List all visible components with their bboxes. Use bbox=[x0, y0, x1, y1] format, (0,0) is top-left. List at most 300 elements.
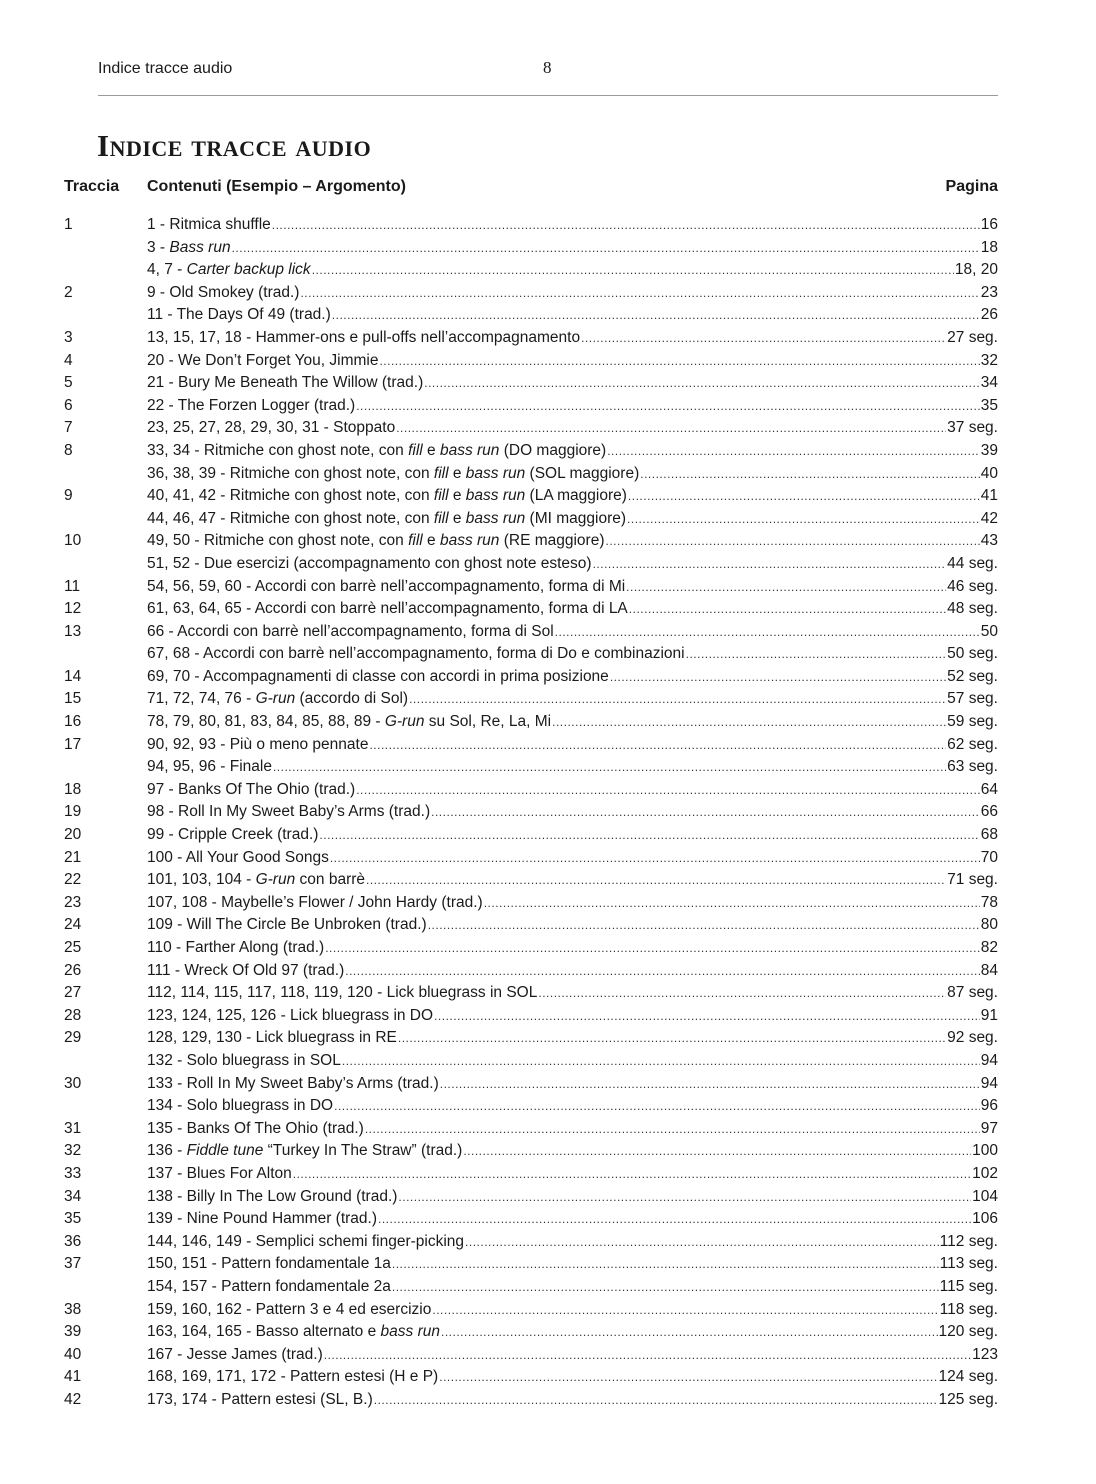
entry-contents: 54, 56, 59, 60 - Accordi con barrè nell’accompagnamento, forma di Mi bbox=[147, 577, 626, 595]
entry-page: 26 bbox=[980, 306, 998, 324]
entry-page: 70 bbox=[980, 848, 998, 866]
track-number: 7 bbox=[64, 419, 73, 437]
entry-contents: 44, 46, 47 - Ritmiche con ghost note, con fill e bass run (MI maggiore) bbox=[147, 509, 627, 527]
track-number: 19 bbox=[64, 803, 82, 821]
entry-page: 106 bbox=[972, 1210, 998, 1228]
entry bbox=[147, 395, 998, 418]
entry-page: 34 bbox=[980, 374, 998, 392]
entry bbox=[147, 1027, 998, 1050]
column-header-contents: Contenuti (Esempio – Argomento) bbox=[147, 178, 406, 195]
dot-leader bbox=[356, 395, 980, 418]
entry-page: 71 seg. bbox=[947, 871, 998, 889]
dot-leader bbox=[409, 688, 946, 711]
entry bbox=[147, 1050, 998, 1073]
entry-page: 104 bbox=[972, 1187, 998, 1205]
entry bbox=[147, 1118, 998, 1141]
entry-page: 66 bbox=[980, 803, 998, 821]
dot-leader bbox=[342, 1050, 980, 1073]
entry bbox=[147, 463, 998, 486]
index-row bbox=[0, 824, 1096, 847]
entry bbox=[147, 1208, 998, 1231]
entry-page: 68 bbox=[980, 826, 998, 844]
entry-page: 37 seg. bbox=[947, 419, 998, 437]
entry bbox=[147, 914, 998, 937]
entry-contents: 33, 34 - Ritmiche con ghost note, con fill e bass run (DO maggiore) bbox=[147, 441, 607, 459]
track-number: 22 bbox=[64, 871, 82, 889]
entry-contents: 98 - Roll In My Sweet Baby’s Arms (trad.) bbox=[147, 803, 431, 821]
entry-contents: 110 - Farther Along (trad.) bbox=[147, 939, 325, 956]
index-row bbox=[0, 734, 1096, 757]
index-row bbox=[0, 1321, 1096, 1344]
entry-contents: 173, 174 - Pattern estesi (SL, B.) bbox=[147, 1390, 373, 1408]
entry bbox=[147, 960, 998, 983]
dot-leader bbox=[434, 1005, 980, 1028]
index-row bbox=[0, 1276, 1096, 1299]
column-header-track: Traccia bbox=[64, 178, 120, 195]
entry-contents: 23, 25, 27, 28, 29, 30, 31 - Stoppato bbox=[147, 419, 396, 437]
entry-page: 18 bbox=[980, 238, 998, 256]
entry-contents: 94, 95, 96 - Finale bbox=[147, 758, 272, 776]
index-row bbox=[0, 417, 1096, 440]
entry-contents: 139 - Nine Pound Hammer (trad.) bbox=[147, 1210, 378, 1228]
entry-page: 42 bbox=[980, 509, 998, 527]
entry bbox=[147, 1140, 998, 1163]
index-row bbox=[0, 1050, 1096, 1073]
track-number: 17 bbox=[64, 735, 82, 753]
dot-leader bbox=[593, 553, 947, 576]
dot-leader bbox=[628, 485, 980, 508]
entry bbox=[147, 734, 998, 757]
dot-leader bbox=[378, 1208, 971, 1231]
entry-contents: 101, 103, 104 - G-run con barrè bbox=[147, 871, 366, 889]
track-number: 6 bbox=[64, 396, 73, 414]
dot-leader bbox=[332, 304, 980, 327]
dot-leader bbox=[396, 417, 946, 440]
entry-contents: 132 - Solo bluegrass in SOL bbox=[147, 1051, 341, 1069]
entry bbox=[147, 214, 998, 237]
entry-contents: 134 - Solo bluegrass in DO bbox=[147, 1097, 334, 1115]
entry bbox=[147, 1095, 998, 1118]
index-row bbox=[0, 937, 1096, 960]
dot-leader bbox=[552, 711, 946, 734]
entry-contents: 109 - Will The Circle Be Unbroken (trad.) bbox=[147, 916, 427, 934]
track-number: 2 bbox=[64, 283, 73, 301]
entry bbox=[147, 1366, 998, 1389]
entry-contents: 21 - Bury Me Beneath The Willow (trad.) bbox=[147, 374, 424, 392]
track-number: 35 bbox=[64, 1210, 82, 1228]
entry-page: 46 seg. bbox=[947, 577, 998, 595]
entry bbox=[147, 688, 998, 711]
entry-page: 84 bbox=[980, 961, 998, 979]
index-row bbox=[0, 779, 1096, 802]
dot-leader bbox=[334, 1095, 980, 1118]
entry-contents: 4, 7 - Carter backup lick bbox=[147, 261, 311, 279]
entry-page: 91 bbox=[980, 1006, 998, 1024]
dot-leader bbox=[319, 824, 979, 847]
entry-contents: 168, 169, 171, 172 - Pattern estesi (H e P) bbox=[147, 1368, 439, 1386]
header-rule bbox=[98, 95, 998, 96]
index-row bbox=[0, 1344, 1096, 1367]
entry-page: 78 bbox=[980, 893, 998, 911]
entry-page: 43 bbox=[980, 532, 998, 550]
track-number: 3 bbox=[64, 328, 73, 346]
entry-contents: 11 - The Days Of 49 (trad.) bbox=[147, 306, 331, 324]
entry bbox=[147, 711, 998, 734]
entry bbox=[147, 847, 998, 870]
dot-leader bbox=[581, 327, 946, 350]
entry bbox=[147, 485, 998, 508]
entry-page: 102 bbox=[972, 1164, 998, 1182]
dot-leader bbox=[232, 237, 980, 260]
entry bbox=[147, 621, 998, 644]
entry-page: 48 seg. bbox=[947, 600, 998, 618]
track-number: 39 bbox=[64, 1323, 82, 1341]
entry bbox=[147, 350, 998, 373]
entry bbox=[147, 508, 998, 531]
track-number: 9 bbox=[64, 487, 73, 505]
index-row bbox=[0, 643, 1096, 666]
entry-page: 123 bbox=[972, 1345, 998, 1363]
entry-contents: 97 - Banks Of The Ohio (trad.) bbox=[147, 780, 356, 798]
entry-contents: 137 - Blues For Alton bbox=[147, 1164, 292, 1182]
dot-leader bbox=[431, 801, 980, 824]
entry-page: 94 bbox=[980, 1074, 998, 1092]
dot-leader bbox=[465, 1231, 939, 1254]
entry-contents: 136 - Fiddle tune “Turkey In The Straw” (trad.) bbox=[147, 1142, 463, 1160]
dot-leader bbox=[610, 666, 946, 689]
index-row bbox=[0, 576, 1096, 599]
entry-page: 64 bbox=[980, 780, 998, 798]
entry-contents: 123, 124, 125, 126 - Lick bluegrass in DO bbox=[147, 1006, 434, 1024]
dot-leader bbox=[356, 779, 980, 802]
running-head bbox=[98, 58, 998, 82]
index-row bbox=[0, 892, 1096, 915]
entry-contents: 99 - Cripple Creek (trad.) bbox=[147, 826, 319, 844]
track-number: 5 bbox=[64, 374, 73, 392]
entry-page: 52 seg. bbox=[947, 667, 998, 685]
entry-contents: 167 - Jesse James (trad.) bbox=[147, 1345, 323, 1363]
track-number: 38 bbox=[64, 1300, 82, 1318]
entry bbox=[147, 1344, 998, 1367]
track-number: 21 bbox=[64, 848, 82, 866]
index-row bbox=[0, 485, 1096, 508]
entry-contents: 78, 79, 80, 81, 83, 84, 85, 88, 89 - G-run su Sol, Re, La, Mi bbox=[147, 713, 552, 731]
entry-page: 115 seg. bbox=[939, 1277, 998, 1295]
index-row bbox=[0, 530, 1096, 553]
entry bbox=[147, 417, 998, 440]
entry bbox=[147, 576, 998, 599]
dot-leader bbox=[607, 440, 980, 463]
index-row bbox=[0, 1095, 1096, 1118]
entry bbox=[147, 1276, 998, 1299]
entry-contents: 133 - Roll In My Sweet Baby’s Arms (trad.) bbox=[147, 1074, 439, 1092]
entry-page: 39 bbox=[980, 441, 998, 459]
dot-leader bbox=[345, 960, 979, 983]
track-index-list bbox=[0, 214, 1096, 1411]
running-head-section: Indice tracce audio bbox=[98, 60, 233, 77]
track-number: 36 bbox=[64, 1232, 82, 1250]
entry-page: 57 seg. bbox=[947, 690, 998, 708]
entry bbox=[147, 982, 998, 1005]
index-row bbox=[0, 1073, 1096, 1096]
entry-contents: 66 - Accordi con barrè nell’accompagnamento, forma di Sol bbox=[147, 622, 554, 640]
dot-leader bbox=[392, 1276, 939, 1299]
entry bbox=[147, 530, 998, 553]
entry-contents: 107, 108 - Maybelle’s Flower / John Hardy (trad.) bbox=[147, 893, 483, 911]
index-row bbox=[0, 1140, 1096, 1163]
index-row bbox=[0, 982, 1096, 1005]
track-number: 23 bbox=[64, 893, 82, 911]
entry-page: 82 bbox=[980, 939, 998, 956]
entry-contents: 13, 15, 17, 18 - Hammer-ons e pull-offs nell’accompagnamento bbox=[147, 328, 581, 346]
index-row bbox=[0, 1389, 1096, 1412]
track-number: 13 bbox=[64, 622, 82, 640]
track-number: 26 bbox=[64, 961, 82, 979]
dot-leader bbox=[606, 530, 980, 553]
entry-contents: 100 - All Your Good Songs bbox=[147, 848, 329, 866]
entry bbox=[147, 372, 998, 395]
index-row bbox=[0, 508, 1096, 531]
dot-leader bbox=[686, 643, 947, 666]
dot-leader bbox=[555, 621, 980, 644]
index-row bbox=[0, 350, 1096, 373]
entry-contents: 112, 114, 115, 117, 118, 119, 120 - Lick bluegrass in SOL bbox=[147, 984, 538, 1002]
index-row bbox=[0, 237, 1096, 260]
index-row bbox=[0, 463, 1096, 486]
entry-page: 23 bbox=[980, 283, 998, 301]
track-number: 41 bbox=[64, 1368, 82, 1386]
entry bbox=[147, 1299, 998, 1322]
dot-leader bbox=[293, 1163, 971, 1186]
dot-leader bbox=[369, 734, 946, 757]
entry bbox=[147, 553, 998, 576]
index-row bbox=[0, 440, 1096, 463]
index-row bbox=[0, 1299, 1096, 1322]
entry-page: 40 bbox=[980, 464, 998, 482]
dot-leader bbox=[441, 1321, 938, 1344]
index-row bbox=[0, 1118, 1096, 1141]
entry-contents: 135 - Banks Of The Ohio (trad.) bbox=[147, 1119, 364, 1137]
entry bbox=[147, 892, 998, 915]
entry bbox=[147, 1163, 998, 1186]
entry bbox=[147, 1186, 998, 1209]
entry-contents: 67, 68 - Accordi con barrè nell’accompagnamento, forma di Do e combinazioni bbox=[147, 645, 685, 663]
index-row bbox=[0, 756, 1096, 779]
entry bbox=[147, 237, 998, 260]
entry bbox=[147, 327, 998, 350]
entry-page: 18, 20 bbox=[954, 261, 998, 279]
track-number: 29 bbox=[64, 1029, 82, 1047]
track-number: 42 bbox=[64, 1390, 82, 1408]
track-number: 32 bbox=[64, 1142, 82, 1160]
entry-page: 59 seg. bbox=[947, 713, 998, 731]
dot-leader bbox=[463, 1140, 971, 1163]
dot-leader bbox=[398, 1186, 971, 1209]
index-row bbox=[0, 688, 1096, 711]
track-number: 37 bbox=[64, 1255, 82, 1273]
track-number: 15 bbox=[64, 690, 82, 708]
entry-page: 41 bbox=[980, 487, 998, 505]
track-number: 28 bbox=[64, 1006, 82, 1024]
entry-contents: 159, 160, 162 - Pattern 3 e 4 ed esercizio bbox=[147, 1300, 432, 1318]
entry-page: 100 bbox=[972, 1142, 998, 1160]
track-number: 40 bbox=[64, 1345, 82, 1363]
track-number: 34 bbox=[64, 1187, 82, 1205]
index-row bbox=[0, 395, 1096, 418]
dot-leader bbox=[538, 982, 946, 1005]
entry-contents: 22 - The Forzen Logger (trad.) bbox=[147, 396, 356, 414]
track-number: 16 bbox=[64, 713, 82, 731]
entry-page: 97 bbox=[980, 1119, 998, 1137]
index-row bbox=[0, 914, 1096, 937]
index-row bbox=[0, 259, 1096, 282]
index-row bbox=[0, 847, 1096, 870]
entry bbox=[147, 259, 998, 282]
entry-page: 125 seg. bbox=[938, 1390, 998, 1408]
page-number: 8 bbox=[543, 58, 552, 77]
dot-leader bbox=[640, 463, 980, 486]
index-row bbox=[0, 372, 1096, 395]
entry-page: 87 seg. bbox=[947, 984, 998, 1002]
entry-contents: 51, 52 - Due esercizi (accompagnamento con ghost note esteso) bbox=[147, 554, 592, 572]
page-title: Indice tracce audio bbox=[97, 128, 372, 163]
track-number: 33 bbox=[64, 1164, 82, 1182]
track-number: 8 bbox=[64, 441, 73, 459]
dot-leader bbox=[330, 847, 980, 870]
entry-page: 113 seg. bbox=[939, 1255, 998, 1273]
index-row bbox=[0, 621, 1096, 644]
entry bbox=[147, 440, 998, 463]
entry bbox=[147, 1073, 998, 1096]
entry-contents: 144, 146, 149 - Semplici schemi finger-picking bbox=[147, 1232, 465, 1250]
entry bbox=[147, 937, 998, 960]
entry-page: 96 bbox=[980, 1097, 998, 1115]
entry-page: 112 seg. bbox=[939, 1232, 998, 1250]
dot-leader bbox=[439, 1366, 937, 1389]
track-number: 30 bbox=[64, 1074, 82, 1092]
entry-contents: 111 - Wreck Of Old 97 (trad.) bbox=[147, 961, 345, 979]
dot-leader bbox=[374, 1389, 938, 1412]
index-row bbox=[0, 1208, 1096, 1231]
entry-page: 35 bbox=[980, 396, 998, 414]
entry bbox=[147, 282, 998, 305]
index-row bbox=[0, 304, 1096, 327]
entry bbox=[147, 869, 998, 892]
entry bbox=[147, 304, 998, 327]
entry-contents: 163, 164, 165 - Basso alternato e bass run bbox=[147, 1323, 440, 1341]
entry-page: 62 seg. bbox=[947, 735, 998, 753]
entry-page: 32 bbox=[980, 351, 998, 369]
track-number: 10 bbox=[64, 532, 82, 550]
dot-leader bbox=[300, 282, 979, 305]
dot-leader bbox=[324, 1344, 971, 1367]
index-row bbox=[0, 327, 1096, 350]
track-number: 12 bbox=[64, 600, 82, 618]
dot-leader bbox=[379, 350, 979, 373]
dot-leader bbox=[440, 1073, 980, 1096]
entry-contents: 90, 92, 93 - Più o meno pennate bbox=[147, 735, 369, 753]
track-number: 24 bbox=[64, 916, 82, 934]
entry-page: 124 seg. bbox=[938, 1368, 998, 1386]
index-row bbox=[0, 1231, 1096, 1254]
entry-contents: 49, 50 - Ritmiche con ghost note, con fill e bass run (RE maggiore) bbox=[147, 532, 605, 550]
track-number: 18 bbox=[64, 780, 82, 798]
index-row bbox=[0, 1253, 1096, 1276]
dot-leader bbox=[428, 914, 980, 937]
entry bbox=[147, 643, 998, 666]
entry bbox=[147, 1321, 998, 1344]
track-number: 1 bbox=[64, 216, 73, 233]
index-row bbox=[0, 1366, 1096, 1389]
dot-leader bbox=[484, 892, 980, 915]
dot-leader bbox=[629, 598, 946, 621]
track-number: 4 bbox=[64, 351, 73, 369]
entry-contents: 9 - Old Smokey (trad.) bbox=[147, 283, 300, 301]
entry-page: 120 seg. bbox=[938, 1323, 998, 1341]
entry-page: 80 bbox=[980, 916, 998, 934]
index-row bbox=[0, 960, 1096, 983]
index-row bbox=[0, 869, 1096, 892]
column-header-page: Pagina bbox=[945, 178, 998, 195]
dot-leader bbox=[365, 1118, 980, 1141]
index-row bbox=[0, 711, 1096, 734]
dot-leader bbox=[273, 756, 946, 779]
entry-contents: 150, 151 - Pattern fondamentale 1a bbox=[147, 1255, 391, 1273]
entry-contents: 1 - Ritmica shuffle bbox=[147, 216, 271, 233]
dot-leader bbox=[325, 937, 980, 960]
entry-page: 50 seg. bbox=[947, 645, 998, 663]
entry bbox=[147, 1231, 998, 1254]
entry-page: 50 bbox=[980, 622, 998, 640]
entry-page: 92 seg. bbox=[947, 1029, 998, 1047]
index-row bbox=[0, 1186, 1096, 1209]
entry-contents: 128, 129, 130 - Lick bluegrass in RE bbox=[147, 1029, 397, 1047]
dot-leader bbox=[366, 869, 946, 892]
entry-contents: 3 - Bass run bbox=[147, 238, 231, 256]
entry bbox=[147, 824, 998, 847]
entry-contents: 40, 41, 42 - Ritmiche con ghost note, con fill e bass run (LA maggiore) bbox=[147, 487, 627, 505]
index-row bbox=[0, 1005, 1096, 1028]
entry-contents: 154, 157 - Pattern fondamentale 2a bbox=[147, 1277, 391, 1295]
dot-leader bbox=[424, 372, 980, 395]
dot-leader bbox=[312, 259, 954, 282]
index-row bbox=[0, 1163, 1096, 1186]
entry-contents: 138 - Billy In The Low Ground (trad.) bbox=[147, 1187, 398, 1205]
entry bbox=[147, 779, 998, 802]
index-row bbox=[0, 214, 1096, 237]
dot-leader bbox=[272, 214, 980, 237]
entry bbox=[147, 1005, 998, 1028]
track-number: 27 bbox=[64, 984, 82, 1002]
entry bbox=[147, 598, 998, 621]
entry bbox=[147, 801, 998, 824]
entry-page: 94 bbox=[980, 1051, 998, 1069]
index-row bbox=[0, 553, 1096, 576]
dot-leader bbox=[432, 1299, 938, 1322]
dot-leader bbox=[392, 1253, 939, 1276]
entry-contents: 61, 63, 64, 65 - Accordi con barrè nell’accompagnamento, forma di LA bbox=[147, 600, 628, 618]
entry-page: 16 bbox=[980, 216, 998, 233]
entry-page: 27 seg. bbox=[947, 328, 998, 346]
index-row bbox=[0, 1027, 1096, 1050]
entry-page: 118 seg. bbox=[939, 1300, 998, 1318]
entry-contents: 20 - We Don’t Forget You, Jimmie bbox=[147, 351, 379, 369]
track-number: 31 bbox=[64, 1119, 82, 1137]
track-number: 25 bbox=[64, 939, 82, 956]
entry bbox=[147, 756, 998, 779]
track-number: 14 bbox=[64, 667, 82, 685]
entry-contents: 71, 72, 74, 76 - G-run (accordo di Sol) bbox=[147, 690, 409, 708]
